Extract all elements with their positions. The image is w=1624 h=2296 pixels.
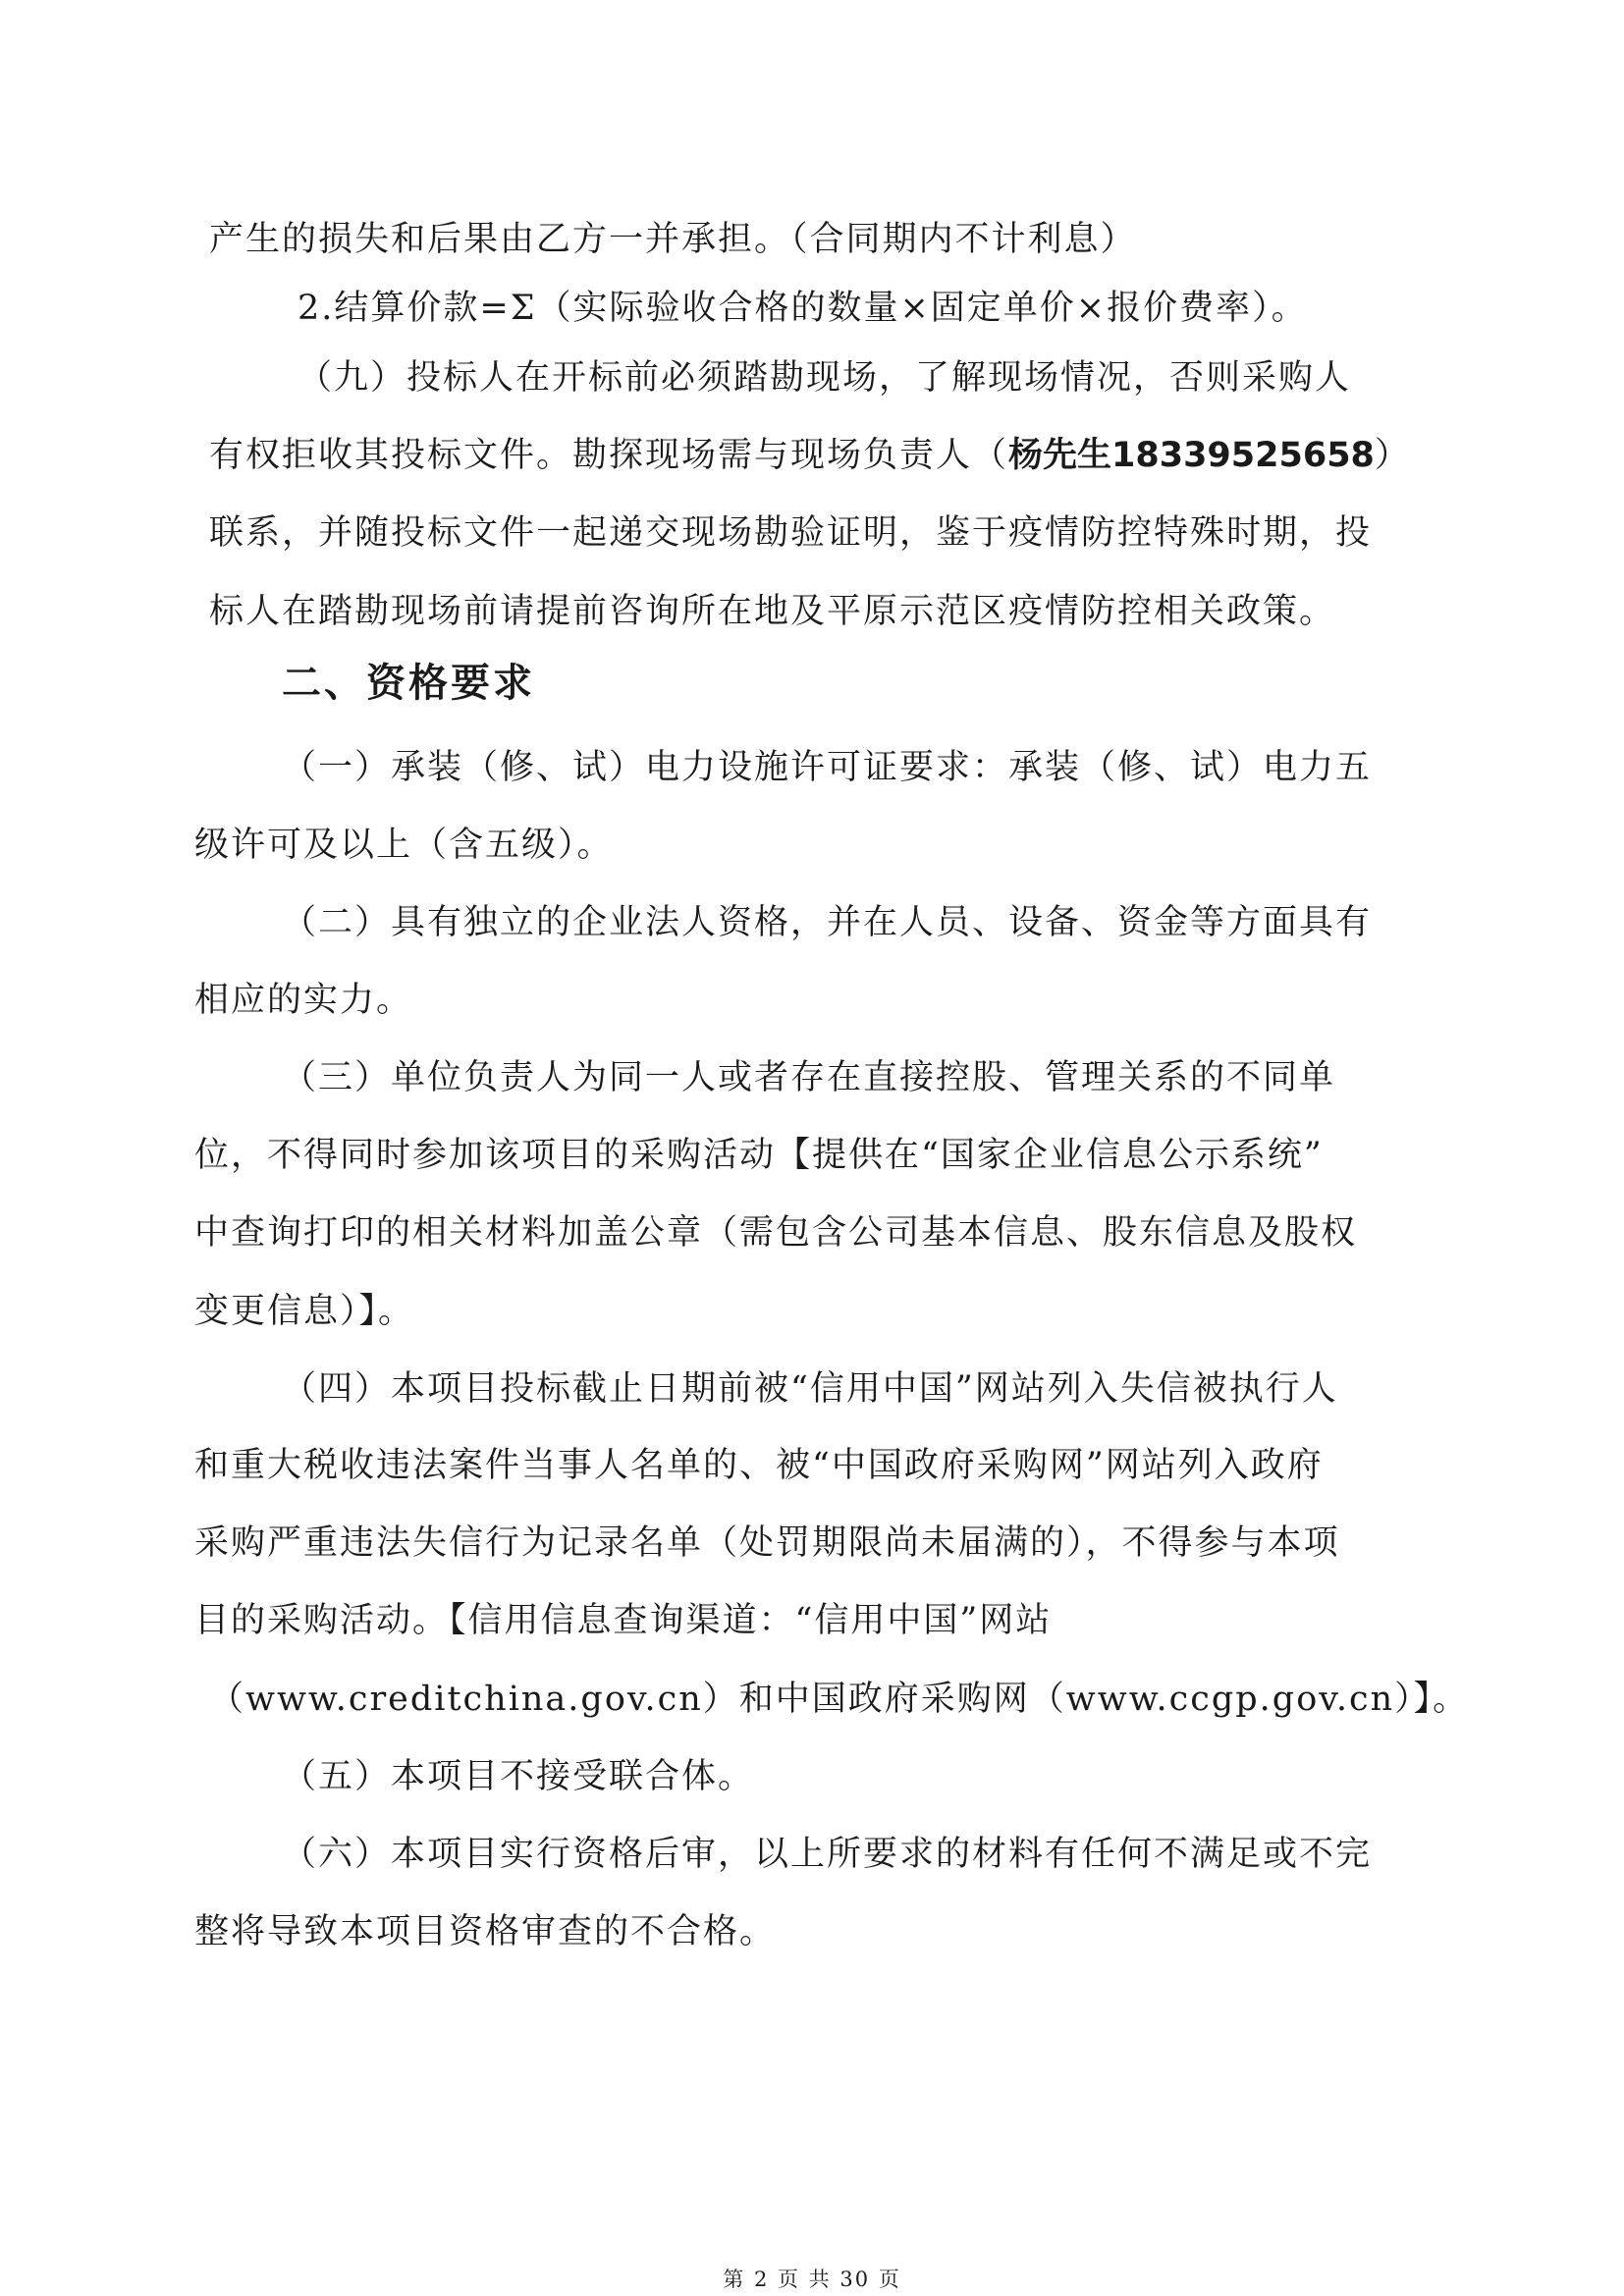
paragraph-line: （四）本项目投标截止日期前被“信用中国”网站列入失信被执行人 <box>282 1369 1338 1409</box>
paragraph-text: 有权拒收其投标文件。勘探现场需与现场负责人（ <box>209 436 1009 475</box>
paragraph-line <box>209 436 1411 475</box>
paragraph-line: （九）投标人在开标前必须踏勘现场，了解现场情况，否则采购人 <box>298 358 1352 398</box>
paragraph-text: ） <box>1374 436 1411 475</box>
contact-person: 杨先生18339525658 <box>1008 436 1375 475</box>
paragraph-line: 相应的实力。 <box>194 981 413 1020</box>
paragraph-line: 产生的损失和后果由乙方一并承担。（合同期内不计利息） <box>209 220 1137 259</box>
paragraph-line: 级许可及以上（含五级）。 <box>194 826 614 865</box>
paragraph-line: （www.creditchina.gov.cn）和中国政府采购网（www.ccgp.gov.cn）】。 <box>209 1680 1470 1719</box>
paragraph-line: 2.结算价款=Σ（实际验收合格的数量×固定单价×报价费率）。 <box>298 289 1308 328</box>
paragraph-line: 中查询打印的相关材料加盖公章（需包含公司基本信息、股东信息及股权 <box>194 1213 1358 1253</box>
paragraph-line: 和重大税收违法案件当事人名单的、被“中国政府采购网”网站列入政府 <box>194 1446 1324 1485</box>
paragraph-line: （一）承装（修、试）电力设施许可证要求：承装（修、试）电力五 <box>282 748 1373 787</box>
paragraph-line: 采购严重违法失信行为记录名单（处罚期限尚未届满的），不得参与本项 <box>194 1523 1340 1563</box>
paragraph-line: （五）本项目不接受联合体。 <box>282 1757 755 1796</box>
page-footer: 第 2 页 共 30 页 <box>723 2268 901 2291</box>
paragraph-line: （三）单位负责人为同一人或者存在直接控股、管理关系的不同单 <box>282 1058 1336 1097</box>
paragraph-line: 整将导致本项目资格审查的不合格。 <box>194 1912 777 1951</box>
paragraph-line: 联系，并随投标文件一起递交现场勘验证明，鉴于疫情防控特殊时期，投 <box>209 513 1373 553</box>
paragraph-line: 标人在踏勘现场前请提前咨询所在地及平原示范区疫情防控相关政策。 <box>209 592 1336 631</box>
paragraph-line: 变更信息）】。 <box>194 1292 415 1331</box>
paragraph-line: （二）具有独立的企业法人资格，并在人员、设备、资金等方面具有 <box>282 903 1373 942</box>
paragraph-line: 目的采购活动。【信用信息查询渠道：“信用中国”网站 <box>194 1601 1053 1640</box>
paragraph-line: 位，不得同时参加该项目的采购活动【提供在“国家企业信息公示系统” <box>194 1136 1324 1175</box>
paragraph-line: （六）本项目实行资格后审，以上所要求的材料有任何不满足或不完 <box>282 1835 1373 1874</box>
section-heading: 二、资格要求 <box>282 661 535 706</box>
